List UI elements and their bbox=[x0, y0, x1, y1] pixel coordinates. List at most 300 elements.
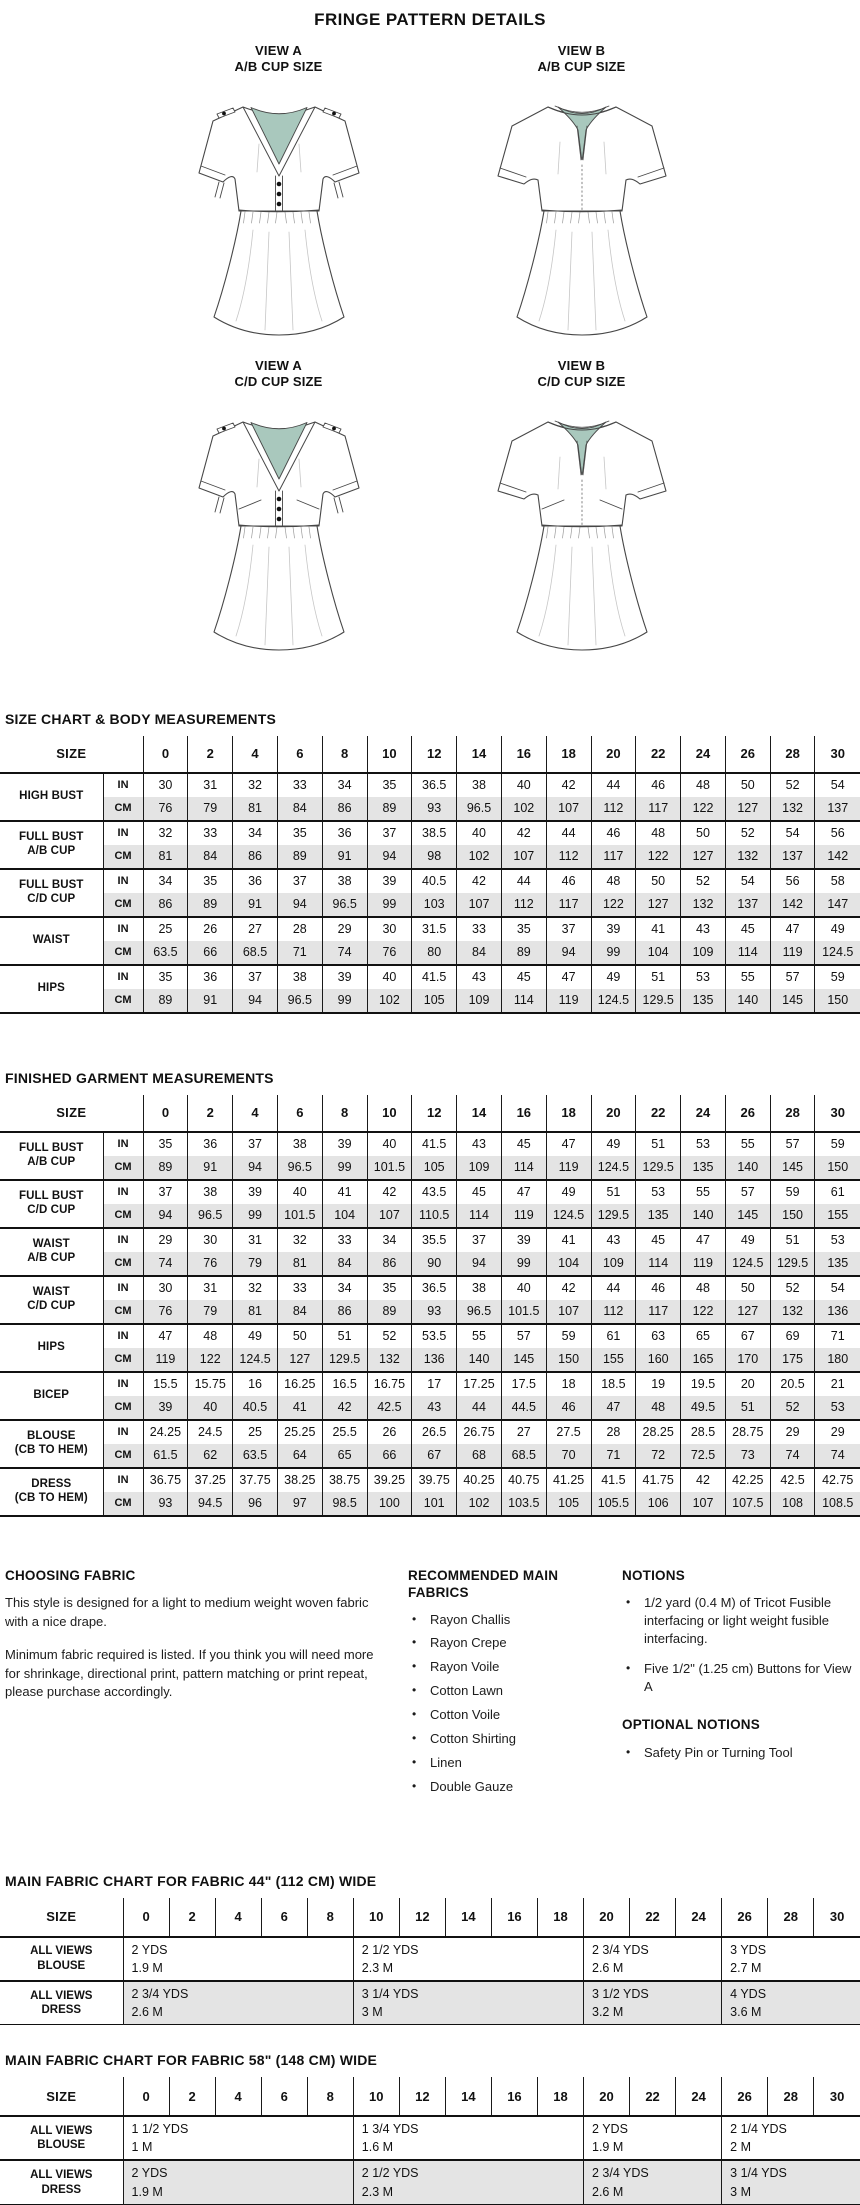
measure-value-cell: 44 bbox=[591, 1276, 636, 1300]
measure-value-cell: 29 bbox=[143, 1228, 188, 1252]
measure-value-cell: 94.5 bbox=[188, 1492, 233, 1516]
fabric-row bbox=[0, 2116, 860, 2160]
measure-value-cell: 66 bbox=[367, 1444, 412, 1468]
measure-value-cell: 42.25 bbox=[725, 1468, 770, 1492]
yardage-m: 1.9 M bbox=[131, 1960, 163, 1975]
finished-measurements-table bbox=[0, 1095, 860, 1517]
notions-list bbox=[622, 1594, 860, 1696]
measure-value-cell: 89 bbox=[188, 893, 233, 917]
unit-in-cell: IN bbox=[103, 1180, 143, 1204]
measure-value-cell: 49 bbox=[591, 965, 636, 989]
measure-value-cell: 94 bbox=[143, 1204, 188, 1228]
measure-row-label: HIPS bbox=[0, 965, 103, 1013]
measure-value-cell: 61 bbox=[815, 1180, 860, 1204]
measure-value-cell: 47 bbox=[681, 1228, 726, 1252]
measure-value-cell: 73 bbox=[725, 1444, 770, 1468]
measure-value-cell: 40 bbox=[188, 1396, 233, 1420]
unit-in-cell: IN bbox=[103, 1228, 143, 1252]
view-a-ab-figure bbox=[150, 43, 407, 342]
measure-value-cell: 96.5 bbox=[277, 1156, 322, 1180]
view-b-cd-caption bbox=[453, 358, 710, 391]
size-header-cell: 28 bbox=[768, 1898, 814, 1937]
measure-value-cell: 41 bbox=[322, 1180, 367, 1204]
measure-value-cell: 89 bbox=[501, 941, 546, 965]
measure-value-cell: 38 bbox=[457, 1276, 502, 1300]
measure-value-cell: 48 bbox=[636, 821, 681, 845]
measure-value-cell: 96.5 bbox=[457, 1300, 502, 1324]
measure-value-cell: 98.5 bbox=[322, 1492, 367, 1516]
size-header-cell: 30 bbox=[815, 1095, 860, 1132]
measure-value-cell: 127 bbox=[725, 1300, 770, 1324]
measure-value-cell: 74 bbox=[815, 1444, 860, 1468]
measure-value-cell: 86 bbox=[367, 1252, 412, 1276]
view-title: VIEW A bbox=[255, 357, 302, 373]
unit-cm-cell: CM bbox=[103, 797, 143, 821]
measure-value-cell: 106 bbox=[636, 1492, 681, 1516]
measure-value-cell: 35 bbox=[367, 773, 412, 797]
unit-in-cell: IN bbox=[103, 869, 143, 893]
measure-value-cell: 102 bbox=[457, 845, 502, 869]
yardage-m: 3.2 M bbox=[592, 2005, 624, 2020]
measure-value-cell: 41.5 bbox=[412, 1132, 457, 1156]
measure-value-cell: 47 bbox=[770, 917, 815, 941]
measure-value-cell: 97 bbox=[277, 1492, 322, 1516]
measure-value-cell: 79 bbox=[188, 1300, 233, 1324]
recommended-fabric-item: • Cotton Shirting bbox=[408, 1731, 590, 1748]
measure-value-cell: 27 bbox=[501, 1420, 546, 1444]
size-header-cell: 18 bbox=[537, 1898, 583, 1937]
measure-value-cell: 132 bbox=[681, 893, 726, 917]
measure-value-cell: 119 bbox=[501, 1204, 546, 1228]
measure-value-cell: 48 bbox=[188, 1324, 233, 1348]
size-header-cell: 16 bbox=[491, 2077, 537, 2116]
measure-value-cell: 124.5 bbox=[815, 941, 860, 965]
measure-value-cell: 71 bbox=[815, 1324, 860, 1348]
measure-value-cell: 34 bbox=[322, 1276, 367, 1300]
measure-value-cell: 42.5 bbox=[770, 1468, 815, 1492]
measure-value-cell: 53.5 bbox=[412, 1324, 457, 1348]
measure-value-cell: 42.5 bbox=[367, 1396, 412, 1420]
size-header-cell: 4 bbox=[233, 736, 278, 773]
measure-value-cell: 127 bbox=[681, 845, 726, 869]
measure-value-cell: 86 bbox=[143, 893, 188, 917]
measure-value-cell: 31.5 bbox=[412, 917, 457, 941]
measure-value-cell: 48 bbox=[591, 869, 636, 893]
fabric-row bbox=[0, 1981, 860, 2025]
pattern-views-grid bbox=[150, 43, 710, 657]
measure-row-in bbox=[0, 1372, 860, 1396]
measure-value-cell: 49.5 bbox=[681, 1396, 726, 1420]
yardage-cell bbox=[722, 2160, 860, 2204]
measure-value-cell: 84 bbox=[322, 1252, 367, 1276]
yardage-m: 2.6 M bbox=[592, 2184, 624, 2199]
measure-value-cell: 49 bbox=[546, 1180, 591, 1204]
measure-value-cell: 145 bbox=[725, 1204, 770, 1228]
recommended-fabric-item: • Cotton Lawn bbox=[408, 1683, 590, 1700]
measure-value-cell: 63.5 bbox=[143, 941, 188, 965]
measure-value-cell: 117 bbox=[636, 1300, 681, 1324]
measure-value-cell: 96.5 bbox=[322, 893, 367, 917]
measure-value-cell: 140 bbox=[681, 1204, 726, 1228]
measure-value-cell: 49 bbox=[725, 1228, 770, 1252]
measure-value-cell: 104 bbox=[322, 1204, 367, 1228]
measure-value-cell: 112 bbox=[546, 845, 591, 869]
measure-value-cell: 38 bbox=[457, 773, 502, 797]
measure-value-cell: 18 bbox=[546, 1372, 591, 1396]
measure-value-cell: 53 bbox=[815, 1396, 860, 1420]
measure-value-cell: 76 bbox=[143, 797, 188, 821]
size-header-cell: 28 bbox=[768, 2077, 814, 2116]
measure-value-cell: 119 bbox=[546, 1156, 591, 1180]
measure-value-cell: 17 bbox=[412, 1372, 457, 1396]
unit-cm-cell: CM bbox=[103, 1252, 143, 1276]
choosing-fabric-column bbox=[5, 1567, 408, 1803]
measure-value-cell: 61 bbox=[591, 1324, 636, 1348]
measure-value-cell: 81 bbox=[277, 1252, 322, 1276]
size-header-cell: 6 bbox=[277, 1095, 322, 1132]
finished-chart-heading: FINISHED GARMENT MEASUREMENTS bbox=[5, 1069, 274, 1086]
size-header-cell: 8 bbox=[307, 1898, 353, 1937]
measure-value-cell: 52 bbox=[367, 1324, 412, 1348]
measure-row-cm bbox=[0, 989, 860, 1013]
measure-value-cell: 101.5 bbox=[277, 1204, 322, 1228]
measure-value-cell: 80 bbox=[412, 941, 457, 965]
measure-value-cell: 35 bbox=[188, 869, 233, 893]
measure-value-cell: 42.75 bbox=[815, 1468, 860, 1492]
measure-value-cell: 45 bbox=[725, 917, 770, 941]
measure-value-cell: 31 bbox=[188, 773, 233, 797]
size-header-cell: 24 bbox=[676, 1898, 722, 1937]
fabric-row-label: ALL VIEWS BLOUSE bbox=[30, 2124, 93, 2152]
body-measurements-table bbox=[0, 736, 860, 1014]
measure-value-cell: 40.75 bbox=[501, 1468, 546, 1492]
measure-value-cell: 38 bbox=[277, 965, 322, 989]
yardage-yds: 2 3/4 YDS bbox=[592, 2166, 649, 2181]
measure-row-cm bbox=[0, 797, 860, 821]
measure-row-in bbox=[0, 1468, 860, 1492]
measure-value-cell: 94 bbox=[277, 893, 322, 917]
measure-value-cell: 35.5 bbox=[412, 1228, 457, 1252]
measure-value-cell: 38 bbox=[277, 1132, 322, 1156]
measure-value-cell: 19.5 bbox=[681, 1372, 726, 1396]
measure-value-cell: 47 bbox=[143, 1324, 188, 1348]
dress-illustration-view-b-cd bbox=[482, 395, 682, 657]
measure-value-cell: 89 bbox=[277, 845, 322, 869]
measure-row-cm bbox=[0, 1492, 860, 1516]
measure-value-cell: 47 bbox=[501, 1180, 546, 1204]
measure-value-cell: 76 bbox=[143, 1300, 188, 1324]
measure-value-cell: 37 bbox=[367, 821, 412, 845]
measure-value-cell: 104 bbox=[636, 941, 681, 965]
size-header-label: SIZE bbox=[0, 736, 143, 773]
measure-row-label: FULL BUST C/D CUP bbox=[0, 869, 103, 917]
unit-cm-cell: CM bbox=[103, 845, 143, 869]
measure-value-cell: 39 bbox=[233, 1180, 278, 1204]
unit-cm-cell: CM bbox=[103, 893, 143, 917]
size-header-cell: 16 bbox=[501, 1095, 546, 1132]
measure-value-cell: 17.5 bbox=[501, 1372, 546, 1396]
measure-value-cell: 112 bbox=[501, 893, 546, 917]
measure-value-cell: 21 bbox=[815, 1372, 860, 1396]
page-title: FRINGE PATTERN DETAILS bbox=[314, 10, 546, 29]
measure-value-cell: 102 bbox=[457, 1492, 502, 1516]
measure-value-cell: 45 bbox=[501, 1132, 546, 1156]
measure-value-cell: 57 bbox=[770, 1132, 815, 1156]
yardage-yds: 3 YDS bbox=[730, 1942, 767, 1957]
measure-value-cell: 44 bbox=[501, 869, 546, 893]
measure-value-cell: 34 bbox=[143, 869, 188, 893]
measure-value-cell: 91 bbox=[233, 893, 278, 917]
measure-value-cell: 39 bbox=[591, 917, 636, 941]
measure-value-cell: 145 bbox=[770, 1156, 815, 1180]
measure-value-cell: 37 bbox=[143, 1180, 188, 1204]
measure-row-in bbox=[0, 1132, 860, 1156]
unit-in-cell: IN bbox=[103, 917, 143, 941]
size-header-cell: 24 bbox=[681, 736, 726, 773]
yardage-cell bbox=[584, 2116, 722, 2160]
unit-cm-cell: CM bbox=[103, 989, 143, 1013]
measure-value-cell: 59 bbox=[815, 965, 860, 989]
measure-value-cell: 53 bbox=[681, 1132, 726, 1156]
measure-value-cell: 145 bbox=[770, 989, 815, 1013]
measure-value-cell: 51 bbox=[636, 965, 681, 989]
yardage-cell bbox=[584, 2160, 722, 2204]
measure-value-cell: 54 bbox=[815, 773, 860, 797]
size-header-cell: 10 bbox=[353, 2077, 399, 2116]
size-header-row bbox=[0, 1898, 860, 1937]
view-a-cd-figure bbox=[150, 358, 407, 657]
measure-value-cell: 127 bbox=[636, 893, 681, 917]
measure-value-cell: 34 bbox=[322, 773, 367, 797]
yardage-yds: 3 1/2 YDS bbox=[592, 1986, 649, 2001]
measure-value-cell: 55 bbox=[457, 1324, 502, 1348]
measure-value-cell: 48 bbox=[636, 1396, 681, 1420]
measure-value-cell: 43 bbox=[412, 1396, 457, 1420]
yardage-cell bbox=[123, 1937, 353, 1981]
measure-value-cell: 52 bbox=[770, 1396, 815, 1420]
measure-value-cell: 25 bbox=[233, 1420, 278, 1444]
view-title: VIEW B bbox=[557, 43, 606, 58]
notion-item: • Five 1/2" (1.25 cm) Buttons for View A bbox=[622, 1660, 860, 1696]
measure-value-cell: 29 bbox=[322, 917, 367, 941]
size-header-cell: 14 bbox=[445, 2077, 491, 2116]
measure-row-cm bbox=[0, 845, 860, 869]
measure-value-cell: 36 bbox=[233, 869, 278, 893]
measure-value-cell: 46 bbox=[546, 1396, 591, 1420]
size-header-cell: 6 bbox=[261, 2077, 307, 2116]
size-header-cell: 6 bbox=[277, 736, 322, 773]
measure-value-cell: 39 bbox=[367, 869, 412, 893]
measure-value-cell: 124.5 bbox=[233, 1348, 278, 1372]
measure-value-cell: 109 bbox=[591, 1252, 636, 1276]
yardage-yds: 4 YDS bbox=[730, 1986, 767, 2001]
view-subtitle: C/D CUP SIZE bbox=[537, 374, 626, 390]
unit-in-cell: IN bbox=[103, 1324, 143, 1348]
measure-value-cell: 86 bbox=[322, 1300, 367, 1324]
measure-value-cell: 26 bbox=[188, 917, 233, 941]
yardage-m: 2 M bbox=[730, 2140, 751, 2155]
measure-value-cell: 99 bbox=[322, 989, 367, 1013]
fabric-row-label: ALL VIEWS BLOUSE bbox=[30, 1945, 93, 1972]
measure-value-cell: 41 bbox=[277, 1396, 322, 1420]
measure-value-cell: 47 bbox=[591, 1396, 636, 1420]
measure-value-cell: 89 bbox=[367, 1300, 412, 1324]
measure-value-cell: 145 bbox=[501, 1348, 546, 1372]
measure-value-cell: 160 bbox=[636, 1348, 681, 1372]
measure-value-cell: 36.5 bbox=[412, 1276, 457, 1300]
measure-value-cell: 81 bbox=[233, 797, 278, 821]
measure-value-cell: 41 bbox=[546, 1228, 591, 1252]
measure-value-cell: 39 bbox=[501, 1228, 546, 1252]
measure-value-cell: 107 bbox=[546, 797, 591, 821]
measure-value-cell: 76 bbox=[188, 1252, 233, 1276]
measure-value-cell: 140 bbox=[725, 989, 770, 1013]
size-header-cell: 2 bbox=[188, 736, 233, 773]
measure-value-cell: 122 bbox=[681, 1300, 726, 1324]
size-header-cell: 12 bbox=[399, 2077, 445, 2116]
measure-value-cell: 45 bbox=[636, 1228, 681, 1252]
yardage-m: 2.6 M bbox=[592, 1960, 624, 1975]
table-header bbox=[0, 736, 860, 773]
unit-cm-cell: CM bbox=[103, 1444, 143, 1468]
measure-value-cell: 26.75 bbox=[457, 1420, 502, 1444]
measure-value-cell: 45 bbox=[501, 965, 546, 989]
measure-value-cell: 37 bbox=[546, 917, 591, 941]
yardage-cell bbox=[722, 2116, 860, 2160]
measure-value-cell: 42 bbox=[546, 773, 591, 797]
measure-value-cell: 66 bbox=[188, 941, 233, 965]
size-header-cell: 28 bbox=[770, 1095, 815, 1132]
size-header-label: SIZE bbox=[0, 1898, 123, 1937]
measure-value-cell: 99 bbox=[501, 1252, 546, 1276]
measure-value-cell: 107 bbox=[457, 893, 502, 917]
size-header-cell: 18 bbox=[537, 2077, 583, 2116]
measure-row-label: HIGH BUST bbox=[0, 773, 103, 821]
measure-value-cell: 94 bbox=[457, 1252, 502, 1276]
choosing-fabric-paragraph: This style is designed for a light to medium weight woven fabric with a nice drape. bbox=[5, 1595, 369, 1629]
measure-value-cell: 56 bbox=[770, 869, 815, 893]
recommended-fabrics-heading: RECOMMENDED MAIN FABRICS bbox=[408, 1567, 559, 1601]
optional-notions-list bbox=[622, 1744, 860, 1762]
unit-cm-cell: CM bbox=[103, 1204, 143, 1228]
measure-value-cell: 108.5 bbox=[815, 1492, 860, 1516]
measure-value-cell: 62 bbox=[188, 1444, 233, 1468]
measure-value-cell: 112 bbox=[591, 797, 636, 821]
finished-measurements-section bbox=[0, 1070, 860, 1517]
yardage-m: 1.9 M bbox=[592, 2140, 624, 2155]
measure-value-cell: 35 bbox=[143, 1132, 188, 1156]
measure-value-cell: 68.5 bbox=[233, 941, 278, 965]
yardage-m: 2.3 M bbox=[361, 1960, 394, 1975]
yardage-cell bbox=[584, 1981, 722, 2025]
measure-row-in bbox=[0, 1324, 860, 1348]
recommended-fabrics-list bbox=[408, 1612, 590, 1796]
fabric-chart-58-table bbox=[0, 2077, 860, 2205]
measure-value-cell: 117 bbox=[546, 893, 591, 917]
measure-value-cell: 71 bbox=[591, 1444, 636, 1468]
measure-row-in bbox=[0, 869, 860, 893]
measure-value-cell: 119 bbox=[770, 941, 815, 965]
size-header-cell: 16 bbox=[491, 1898, 537, 1937]
size-header-cell: 0 bbox=[143, 1095, 188, 1132]
measure-value-cell: 63 bbox=[636, 1324, 681, 1348]
recommended-fabric-item: • Double Gauze bbox=[408, 1779, 590, 1796]
measure-value-cell: 57 bbox=[770, 965, 815, 989]
measure-value-cell: 136 bbox=[815, 1300, 860, 1324]
measure-value-cell: 91 bbox=[188, 1156, 233, 1180]
table-body bbox=[0, 2116, 860, 2204]
view-a-cd-caption bbox=[150, 358, 407, 391]
size-header-cell: 4 bbox=[233, 1095, 278, 1132]
measure-value-cell: 55 bbox=[681, 1180, 726, 1204]
measure-value-cell: 81 bbox=[143, 845, 188, 869]
measure-value-cell: 28.5 bbox=[681, 1420, 726, 1444]
measure-value-cell: 38.25 bbox=[277, 1468, 322, 1492]
measure-value-cell: 180 bbox=[815, 1348, 860, 1372]
yardage-m: 1 M bbox=[131, 2140, 153, 2155]
measure-value-cell: 136 bbox=[412, 1348, 457, 1372]
measure-value-cell: 68 bbox=[457, 1444, 502, 1468]
measure-value-cell: 99 bbox=[591, 941, 636, 965]
measure-value-cell: 59 bbox=[546, 1324, 591, 1348]
recommended-fabric-item: • Rayon Challis bbox=[408, 1612, 590, 1629]
measure-value-cell: 37 bbox=[233, 965, 278, 989]
measure-value-cell: 30 bbox=[143, 1276, 188, 1300]
measure-value-cell: 86 bbox=[322, 797, 367, 821]
notion-item: • 1/2 yard (0.4 M) of Tricot Fusible interfacing or light weight fusible interfacing. bbox=[622, 1594, 860, 1649]
measure-value-cell: 20 bbox=[725, 1372, 770, 1396]
measure-value-cell: 119 bbox=[681, 1252, 726, 1276]
measure-value-cell: 41 bbox=[636, 917, 681, 941]
unit-in-cell: IN bbox=[103, 1420, 143, 1444]
measure-value-cell: 57 bbox=[725, 1180, 770, 1204]
yardage-yds: 2 YDS bbox=[131, 2166, 168, 2181]
measure-value-cell: 59 bbox=[815, 1132, 860, 1156]
unit-cm-cell: CM bbox=[103, 1492, 143, 1516]
measure-value-cell: 42 bbox=[501, 821, 546, 845]
yardage-cell bbox=[722, 1981, 860, 2025]
size-header-cell: 26 bbox=[722, 2077, 768, 2116]
measure-row-cm bbox=[0, 1300, 860, 1324]
measure-value-cell: 50 bbox=[725, 773, 770, 797]
measure-value-cell: 39 bbox=[322, 1132, 367, 1156]
measure-value-cell: 16 bbox=[233, 1372, 278, 1396]
measure-value-cell: 33 bbox=[322, 1228, 367, 1252]
measure-value-cell: 54 bbox=[815, 1276, 860, 1300]
measure-value-cell: 43.5 bbox=[412, 1180, 457, 1204]
size-header-cell: 2 bbox=[169, 2077, 215, 2116]
measure-value-cell: 37 bbox=[233, 1132, 278, 1156]
measure-value-cell: 135 bbox=[681, 1156, 726, 1180]
measure-value-cell: 55 bbox=[725, 1132, 770, 1156]
size-header-cell: 24 bbox=[676, 2077, 722, 2116]
size-header-cell: 10 bbox=[367, 736, 412, 773]
fabric-chart-44-table bbox=[0, 1898, 860, 2026]
measure-value-cell: 40 bbox=[367, 1132, 412, 1156]
size-header-cell: 12 bbox=[399, 1898, 445, 1937]
table-header bbox=[0, 2077, 860, 2116]
measure-value-cell: 90 bbox=[412, 1252, 457, 1276]
recommended-fabric-item: • Linen bbox=[408, 1755, 590, 1772]
size-header-cell: 22 bbox=[630, 2077, 676, 2116]
measure-value-cell: 29 bbox=[815, 1420, 860, 1444]
size-header-row bbox=[0, 736, 860, 773]
measure-value-cell: 65 bbox=[322, 1444, 367, 1468]
unit-cm-cell: CM bbox=[103, 1348, 143, 1372]
measure-value-cell: 140 bbox=[725, 1156, 770, 1180]
measure-row-label: WAIST bbox=[0, 917, 103, 965]
yardage-m: 1.9 M bbox=[131, 2184, 163, 2199]
